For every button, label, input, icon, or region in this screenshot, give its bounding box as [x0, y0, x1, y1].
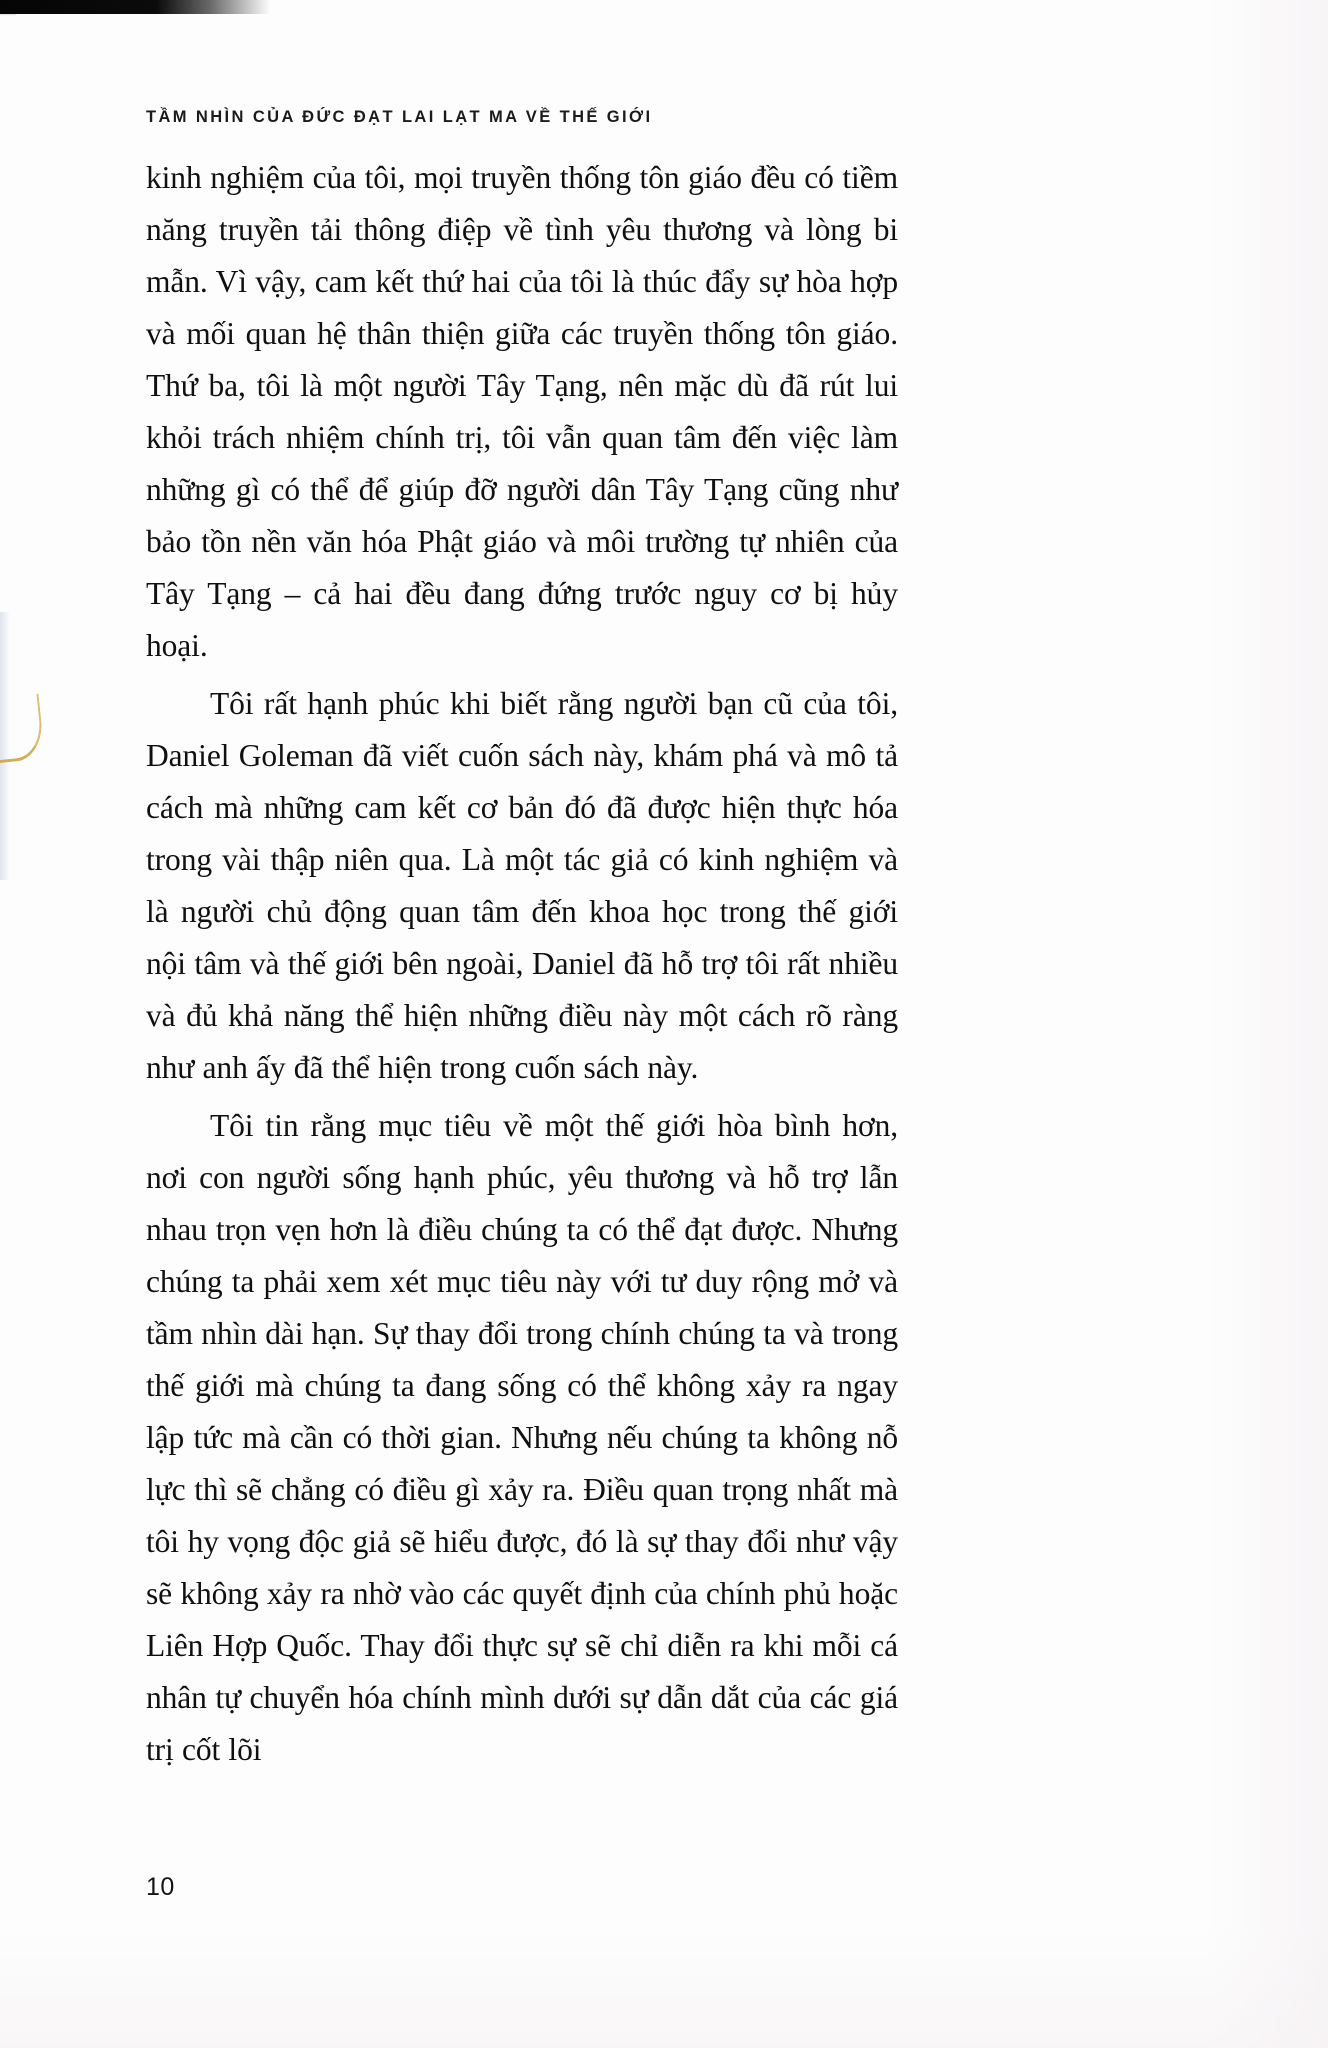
body-paragraph: Tôi tin rằng mục tiêu về một thế giới hòa bình hơn, nơi con người sống hạnh phúc, yêu thương và hỗ trợ lẫn nhau trọn vẹn hơn là điều chúng ta có thể đạt được. Nhưng chúng ta phải xem xét mục tiêu này với tư duy rộng mở và tầm nhìn dài hạn. Sự thay đổi trong chính chúng ta và trong thế giới mà chúng ta đang sống có thể không xảy ra ngay lập tức mà cần có thời gian. Nhưng nếu chúng ta không nỗ lực thì sẽ chẳng có điều gì xảy ra. Điều quan trọng nhất mà tôi hy vọng độc giả sẽ hiểu được, đó là sự thay đổi như vậy sẽ không xảy ra nhờ vào các quyết định của chính phủ hoặc Liên Hợp Quốc. Thay đổi thực sự sẽ chỉ diễn ra khi mỗi cá nhân tự chuyển hóa chính mình dưới sự dẫn dắt của các giá trị cốt lõi	[146, 1108, 898, 1767]
page-number: 10	[146, 1873, 175, 1901]
body-text-column	[146, 152, 898, 1776]
scan-shadow-top-edge	[0, 0, 270, 14]
running-head: TẦM NHÌN CỦA ĐỨC ĐẠT LAI LẠT MA VỀ THẾ GIỚI	[146, 108, 653, 126]
scan-tint-bottom	[0, 1928, 1328, 2048]
body-paragraph: Tôi rất hạnh phúc khi biết rằng người bạn cũ của tôi, Daniel Goleman đã viết cuốn sách này, khám phá và mô tả cách mà những cam kết cơ bản đó đã được hiện thực hóa trong vài thập niên qua. Là một tác giả có kinh nghiệm và là người chủ động quan tâm đến khoa học trong thế giới nội tâm và thế giới bên ngoài, Daniel đã hỗ trợ tôi rất nhiều và đủ khả năng thể hiện những điều này một cách rõ ràng như anh ấy đã thể hiện trong cuốn sách này.	[146, 686, 898, 1085]
body-paragraph: kinh nghiệm của tôi, mọi truyền thống tôn giáo đều có tiềm năng truyền tải thông điệp về tình yêu thương và lòng bi mẫn. Vì vậy, cam kết thứ hai của tôi là thúc đẩy sự hòa hợp và mối quan hệ thân thiện giữa các truyền thống tôn giáo. Thứ ba, tôi là một người Tây Tạng, nên mặc dù đã rút lui khỏi trách nhiệm chính trị, tôi vẫn quan tâm đến việc làm những gì có thể để giúp đỡ người dân Tây Tạng cũng như bảo tồn nền văn hóa Phật giáo và môi trường tự nhiên của Tây Tạng – cả hai đều đang đứng trước nguy cơ bị hủy hoại.	[146, 160, 898, 663]
scan-smudge-mark	[0, 694, 45, 764]
scan-shadow-left-corner	[0, 0, 16, 16]
scan-tint-right	[1208, 0, 1328, 2048]
